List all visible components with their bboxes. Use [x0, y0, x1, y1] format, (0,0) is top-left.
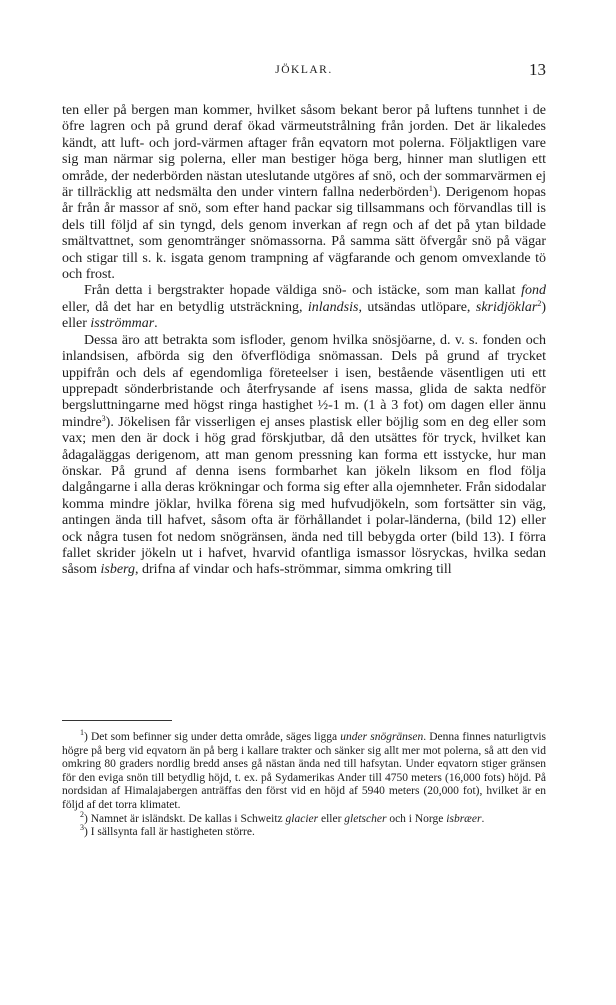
term-isberg: isberg — [100, 562, 135, 578]
page-number: 13 — [529, 60, 546, 79]
term-inlandsis: inlandsis — [307, 299, 359, 315]
footnote-ref-3: 3 — [101, 413, 106, 423]
paragraph-1: ten eller på bergen man kommer, hvilket såsom bekant beror på luftens tunnhet i de öfre lagren och på grund deraf ökad värmeutstrålning från jorden. Det är likaledes kändt, att luft- och jord-värmen aftager från eqvatorn mot polerna. Följaktligen vare sig man närmar sig polerna, eller man bestiger höga berg, hinner man slutligen ett område, der nederbörden nästan uteslutande utgöres af snö, och der sommarvärmen ej är tillräcklig att nedsmälta den under vintern fallna nederbörden$^1$). Derigenom hopas år från år massor af snö, som efter hand packar sig tillsammans och förvandlas till is dels till följd af sin tyngd, dels genom inverkan af regn och af det på ytan bildade smältvattnet, som genomtränger snömassorna. På samma sätt öfvergår snö på vägar och stigar till s. k. isgata genom trampning af vägfarande och genom omvexlande tö och frost. — [62, 103, 546, 283]
main-text — [62, 103, 546, 579]
term-gletscher: gletscher — [344, 812, 387, 825]
footnote-divider — [62, 720, 172, 721]
term-glacier: glacier — [285, 812, 319, 825]
footnote-ref-1: 1 — [428, 184, 433, 194]
term-isstrommar: isströmmar — [90, 316, 155, 332]
term-under-snogransen: under snögränsen — [340, 731, 424, 743]
page-header — [62, 62, 546, 82]
footnote-3: $^3$) I sällsynta fall är hastigheten större. — [80, 823, 255, 839]
footnotes — [62, 728, 546, 840]
footnote-ref-2: 2 — [537, 298, 542, 308]
term-fond: fond — [521, 283, 546, 299]
footnote-1: $^1$) Det som befinner sig under detta område, säges ligga under snögränsen. Denna finnes naturligtvis högre på berg vid eqvatorn än på berg i kallare trakter och sänker sig allt mer mot polerna, så att den vid omkring 80 graders nordlig bredd anses gå nästan ända ned till hafsytan. Under eqvatorn stiger gränsen för den eviga snön till betydlig höjd, t. ex. på Sydamerikas Ander till 4750 meters (16,000 fots) höjd. På nordsidan af Himalajabergen anträffas den först vid en höjd af 5940 meters (20,000 fot), hvilket är en följd af det torra klimatet. — [62, 728, 546, 811]
term-isbraeer: isbræer — [446, 812, 482, 825]
paragraph-2: Från detta i bergstrakter hopade väldiga snö- och istäcke, som man kallat fond eller, då det har en betydlig utsträckning, inlandsis, utsändas utlöpare, skridjöklar$^2$) eller isströmmar. — [62, 283, 546, 332]
term-skridjoklar: skridjöklar — [475, 299, 538, 315]
footnote-2: $^2$) Namnet är isländskt. De kallas i Schweitz glacier eller gletscher och i Norge isbræer. — [80, 809, 485, 825]
running-title: JÖKLAR. — [275, 64, 333, 76]
paragraph-3: Dessa äro att betrakta som isfloder, genom hvilka snösjöarne, d. v. s. fonden och inlandsisen, afbörda sig den öfverflödiga snömassan. Dels på grund af trycket uppifrån och dels af egendomliga företeelser i isen, bestående väsentligen uti ett upprepadt sönderbristande och återfrysande af isens massa, glida de sakta nedför bergsluttningarne med högst ringa hastighet ½-1 m. (1 à 3 fot) om dagen eller ännu mindre$^3$). Jökelisen får visserligen ej anses plastisk eller böjlig som en deg eller som vax; men den är dock i hög grad förskjutbar, då den utsättes för tryck, hvilket kan ådagaläggas derigenom, att man genom pressning kan forma ett isstycke, hur man önskar. På grund af denna isens formbarhet kan jökeln liksom en flod följa dalgångarne i alla deras krökningar och forma sig efter alla ojemnheter. Från sidodalar komma mindre jöklar, hvilka förena sig med hufvudjökeln, som fortsätter sin väg, antingen ända till hafvet, såsom ofta är förhållandet i polar-länderna, (bild 12) eller ock några tusen fot nedom snögränsen, ända ned till bebygda orter (bild 13). I förra fallet skrider jökeln ut i hafvet, hvarvid ofantliga ismassor lösryckas, hvilka sedan såsom isberg, drifna af vindar och hafs-strömmar, simma omkring till — [62, 332, 546, 578]
